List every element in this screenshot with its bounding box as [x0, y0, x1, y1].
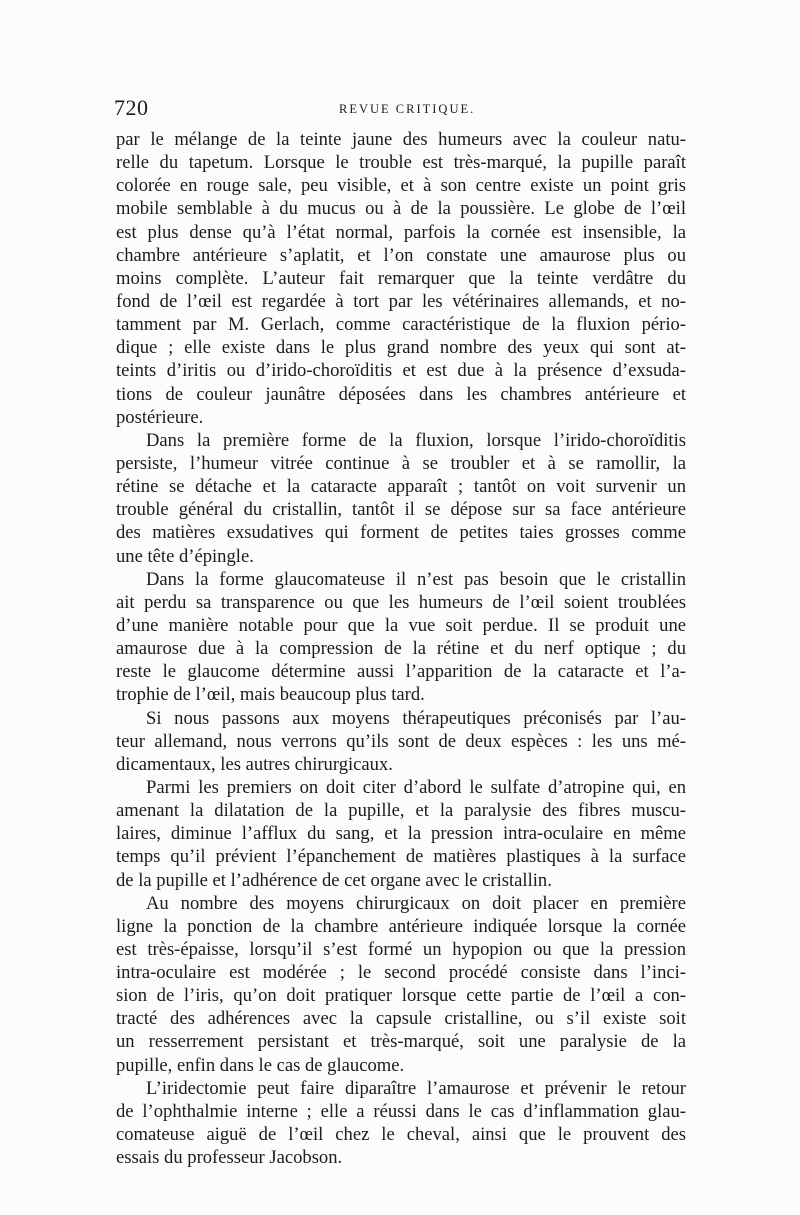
text-line: dicamentaux, les autres chirurgicaux.: [116, 753, 393, 775]
text-line: est très-épaisse, lorsqu’il s’est formé un hypopion ou que la pression: [116, 938, 686, 960]
text-line: fond de l’œil est regardée à tort par les vétérinaires allemands, et no-: [116, 290, 686, 312]
text-line: amenant la dilatation de la pupille, et la paralysie des fibres muscu-: [116, 800, 686, 822]
text-line: sion de l’iris, qu’on doit pratiquer lorsque cette partie de l’œil a con-: [116, 985, 686, 1007]
paragraph-1: [116, 128, 686, 429]
text-line: dique ; elle existe dans le plus grand nombre des yeux qui sont at-: [116, 337, 686, 359]
text-line: d’une manière notable pour que la vue soit perdue. Il se produit une: [116, 614, 686, 636]
text-line: essais du professeur Jacobson.: [116, 1147, 343, 1169]
text-line: tracté des adhérences avec la capsule cristalline, ou s’il existe soit: [116, 1008, 686, 1030]
text-line: intra-oculaire est modérée ; le second procédé consiste dans l’inci-: [116, 962, 686, 984]
text-line: par le mélange de la teinte jaune des humeurs avec la couleur natu-: [116, 129, 686, 150]
paragraph-3: [116, 568, 686, 707]
running-title: REVUE CRITIQUE.: [339, 102, 476, 116]
text-line: rétine se détache et la cataracte apparaît ; tantôt on voit survenir un: [116, 476, 686, 498]
text-line: Dans la première forme de la fluxion, lorsque l’irido-choroïditis: [146, 429, 686, 451]
text-line: tions de couleur jaunâtre déposées dans les chambres antérieure et: [116, 383, 686, 405]
text-line: un resserrement persistant et très-marqué, soit une paralysie de la: [116, 1031, 686, 1053]
text-line: laires, diminue l’afflux du sang, et la pression intra-oculaire en même: [116, 823, 686, 845]
text-line: Si nous passons aux moyens thérapeutiques préconisés par l’au-: [146, 707, 686, 729]
paragraph-2: [116, 429, 686, 568]
text-line: tamment par M. Gerlach, comme caractéristique de la fluxion pério-: [116, 314, 686, 336]
text-line: ligne la ponction de la chambre antérieure indiquée lorsque la cornée: [116, 915, 686, 937]
text-line: postérieure.: [116, 406, 204, 428]
text-line: relle du tapetum. Lorsque le trouble est très-marqué, la pupille paraît: [116, 152, 686, 174]
body-text: [116, 128, 686, 1169]
text-line: colorée en rouge sale, peu visible, et à son centre existe un point gris: [116, 175, 686, 197]
text-line: comateuse aiguë de l’œil chez le cheval, ainsi que le prouvent des: [116, 1124, 686, 1146]
text-line: teints d’iritis ou d’irido-choroïditis et est due à la présence d’exsuda-: [116, 360, 686, 382]
paragraph-4: [116, 707, 686, 776]
text-line: des matières exsudatives qui forment de petites taies grosses comme: [116, 522, 686, 544]
text-line: mobile semblable à du mucus ou à de la poussière. Le globe de l’œil: [116, 198, 686, 220]
text-line: temps qu’il prévient l’épanchement de matières plastiques à la surface: [116, 846, 686, 868]
text-line: persiste, l’humeur vitrée continue à se troubler et à se ramollir, la: [116, 452, 686, 474]
text-line: une tête d’épingle.: [116, 545, 254, 567]
text-line: trophie de l’œil, mais beaucoup plus tard.: [116, 684, 425, 706]
text-line: trouble général du cristallin, tantôt il se dépose sur sa face antérieure: [116, 499, 686, 521]
text-line: est plus dense qu’à l’état normal, parfois la cornée est insensible, la: [116, 221, 686, 243]
text-line: Dans la forme glaucomateuse il n’est pas besoin que le cristallin: [146, 568, 686, 590]
text-line: moins complète. L’auteur fait remarquer que la teinte verdâtre du: [116, 267, 686, 289]
paragraph-5: [116, 776, 686, 892]
page-number: 720: [114, 95, 149, 120]
text-line: de la pupille et l’adhérence de cet organe avec le cristallin.: [116, 869, 552, 891]
text-line: chambre antérieure s’aplatit, et l’on constate une amaurose plus ou: [116, 244, 686, 266]
text-line: ait perdu sa transparence ou que les humeurs de l’œil soient troublées: [116, 591, 686, 613]
text-line: Parmi les premiers on doit citer d’abord le sulfate d’atropine qui, en: [146, 776, 686, 798]
text-line: pupille, enfin dans le cas de glaucome.: [116, 1054, 405, 1076]
text-line: Au nombre des moyens chirurgicaux on doit placer en première: [146, 892, 686, 914]
text-line: L’iridectomie peut faire diparaître l’amaurose et prévenir le retour: [146, 1077, 686, 1099]
page-header: [114, 95, 686, 125]
paragraph-6: [116, 892, 686, 1077]
text-line: teur allemand, nous verrons qu’ils sont de deux espèces : les uns mé-: [116, 730, 686, 752]
text-line: de l’ophthalmie interne ; elle a réussi dans le cas d’inflammation glau-: [116, 1100, 686, 1122]
text-line: reste le glaucome détermine aussi l’apparition de la cataracte et l’a-: [116, 661, 686, 683]
text-line: amaurose due à la compression de la rétine et du nerf optique ; du: [116, 638, 686, 660]
paragraph-7: [116, 1077, 686, 1170]
